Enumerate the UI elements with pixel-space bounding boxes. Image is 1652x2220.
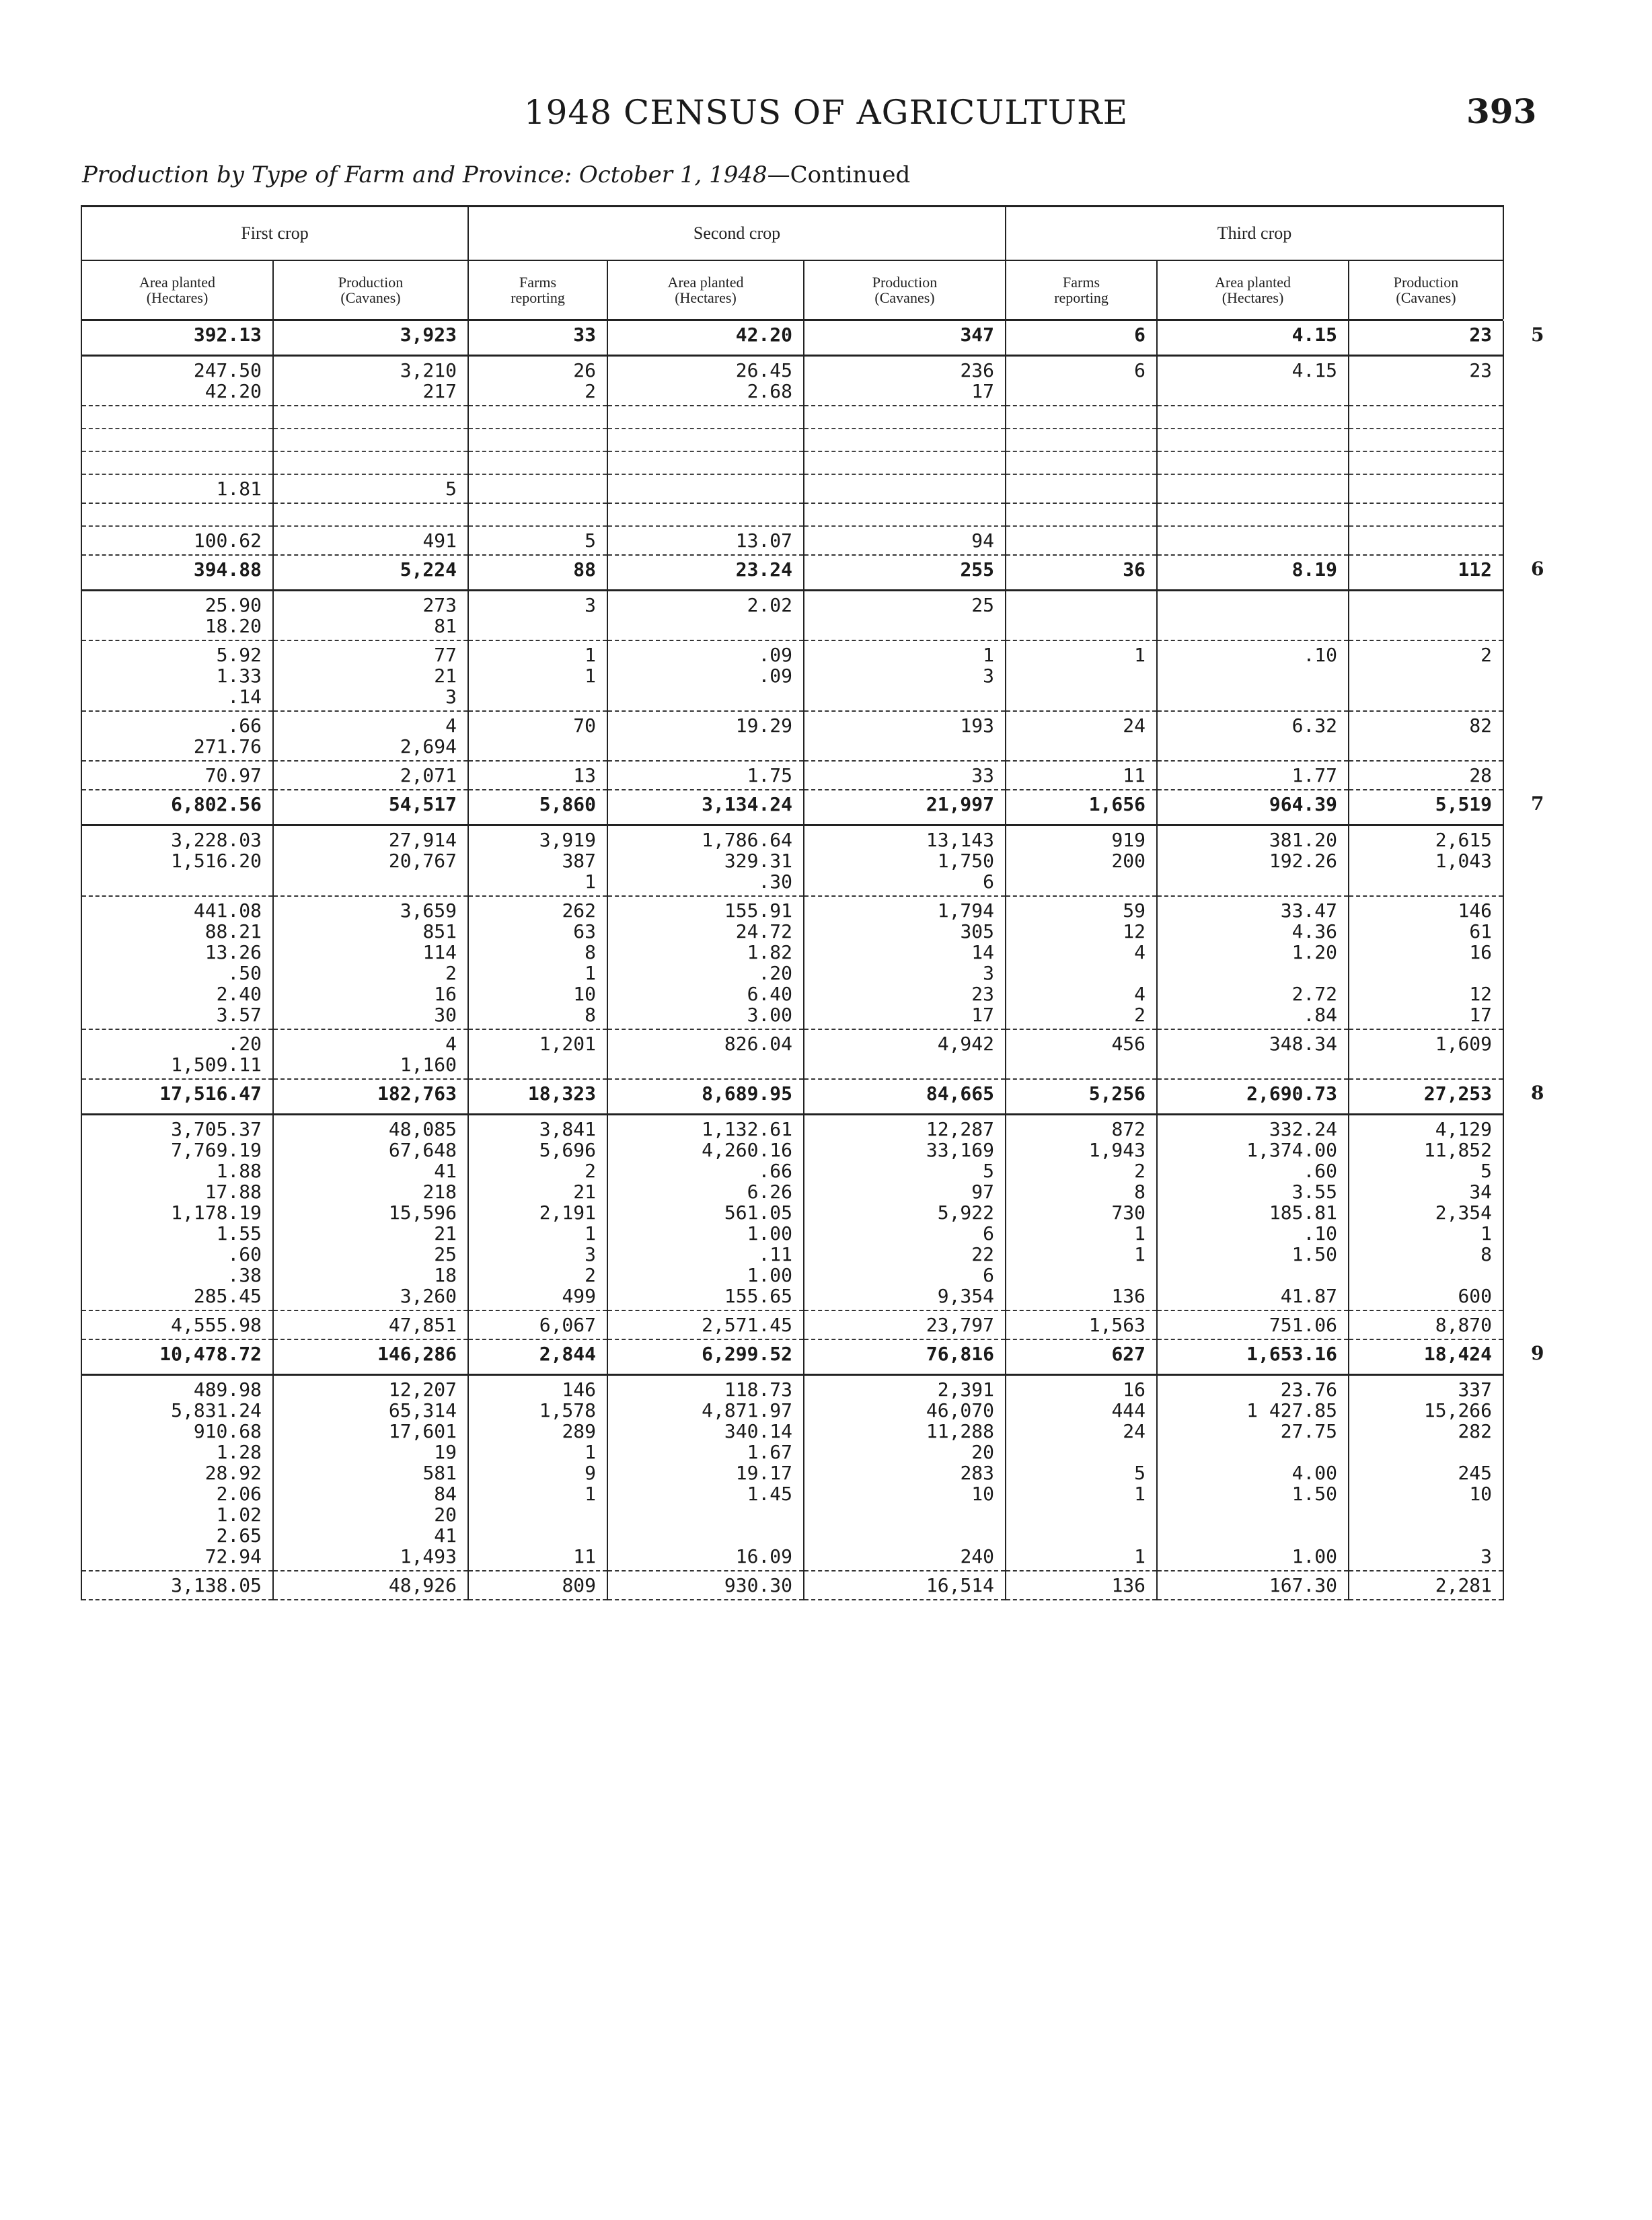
cell-third-crop-farms-reporting: 872 1,943 2 8 730 1 1 136 bbox=[1006, 1115, 1157, 1311]
cell-third-crop-farms-reporting bbox=[1006, 406, 1157, 429]
cell-second-crop-production: 255 bbox=[804, 555, 1006, 591]
cell-second-crop-area-planted bbox=[607, 474, 804, 503]
cell-first-crop-production: 3,659 851 114 2 16 30 bbox=[273, 896, 468, 1029]
cell-first-crop-production bbox=[273, 503, 468, 526]
cell-second-crop-production: 1,794 305 14 3 23 17 bbox=[804, 896, 1006, 1029]
cell-third-crop-production: 8,870 bbox=[1349, 1310, 1503, 1339]
cell-third-crop-production: 23 bbox=[1349, 320, 1503, 356]
cell-first-crop-area-planted bbox=[81, 503, 273, 526]
cell-third-crop-area-planted bbox=[1157, 526, 1349, 555]
subtotal-row bbox=[81, 711, 1503, 761]
cell-second-crop-area-planted: 155.91 24.72 1.82 .20 6.40 3.00 bbox=[607, 896, 804, 1029]
cell-first-crop-production bbox=[273, 406, 468, 429]
cell-second-crop-farms-reporting: 26 2 bbox=[468, 356, 607, 406]
cell-first-crop-area-planted: 3,138.05 bbox=[81, 1571, 273, 1600]
province-total-row: 394.88 5,224 88 23.24 255 36 8.19 112 6 bbox=[81, 555, 1503, 591]
cell-second-crop-farms-reporting: 88 bbox=[468, 555, 607, 591]
cell-first-crop-production: 273 81 bbox=[273, 591, 468, 641]
cell-first-crop-production: 5 bbox=[273, 474, 468, 503]
cell-second-crop-production: 21,997 bbox=[804, 790, 1006, 825]
cell-third-crop-farms-reporting: 11 bbox=[1006, 761, 1157, 790]
cell-first-crop-area-planted: 10,478.72 bbox=[81, 1339, 273, 1375]
cell-second-crop-farms-reporting: 2,844 bbox=[468, 1339, 607, 1375]
cell-second-crop-area-planted: 1.75 bbox=[607, 761, 804, 790]
cell-second-crop-area-planted: 930.30 bbox=[607, 1571, 804, 1600]
cell-first-crop-production: 3,210 217 bbox=[273, 356, 468, 406]
cell-third-crop-production: 82 bbox=[1349, 711, 1503, 761]
cell-first-crop-production: 2,071 bbox=[273, 761, 468, 790]
cell-first-crop-production: 47,851 bbox=[273, 1310, 468, 1339]
cell-second-crop-area-planted: 2.02 bbox=[607, 591, 804, 641]
cell-first-crop-production: 27,914 20,767 bbox=[273, 825, 468, 897]
header-group-row bbox=[81, 207, 1503, 261]
cell-second-crop-farms-reporting: 809 bbox=[468, 1571, 607, 1600]
cell-second-crop-farms-reporting: 33 bbox=[468, 320, 607, 356]
cell-first-crop-production: 4 2,694 bbox=[273, 711, 468, 761]
table-row bbox=[81, 591, 1503, 641]
cell-third-crop-area-planted: 4.15 bbox=[1157, 320, 1349, 356]
cell-second-crop-farms-reporting bbox=[468, 451, 607, 474]
cell-third-crop-production bbox=[1349, 591, 1503, 641]
cell-first-crop-area-planted: 394.88 bbox=[81, 555, 273, 591]
table-row bbox=[81, 429, 1503, 451]
table-caption bbox=[82, 161, 910, 188]
cell-third-crop-farms-reporting: 6 bbox=[1006, 320, 1157, 356]
cell-second-crop-production bbox=[804, 451, 1006, 474]
cell-first-crop-production: 54,517 bbox=[273, 790, 468, 825]
cell-second-crop-production bbox=[804, 406, 1006, 429]
cell-third-crop-production bbox=[1349, 526, 1503, 555]
cell-third-crop-area-planted: .10 bbox=[1157, 640, 1349, 711]
cell-second-crop-production: 2,391 46,070 11,288 20 283 10 240 bbox=[804, 1375, 1006, 1571]
cell-second-crop-area-planted: 1,132.61 4,260.16 .66 6.26 561.05 1.00 .11 1.00 155.65 bbox=[607, 1115, 804, 1311]
cell-second-crop-area-planted: 26.45 2.68 bbox=[607, 356, 804, 406]
cell-third-crop-production: 112 bbox=[1349, 555, 1503, 591]
cell-third-crop-farms-reporting: 1,656 bbox=[1006, 790, 1157, 825]
cell-second-crop-farms-reporting bbox=[468, 474, 607, 503]
cell-third-crop-production: 28 bbox=[1349, 761, 1503, 790]
cell-second-crop-area-planted: 2,571.45 bbox=[607, 1310, 804, 1339]
cell-second-crop-area-planted: 42.20 bbox=[607, 320, 804, 356]
page-number: 393 bbox=[1466, 91, 1537, 131]
cell-first-crop-production: 12,207 65,314 17,601 19 581 84 20 41 1,493 bbox=[273, 1375, 468, 1571]
cell-third-crop-production: 5,519 bbox=[1349, 790, 1503, 825]
column-header-third-crop-production: Production (Cavanes) bbox=[1349, 260, 1503, 320]
cell-second-crop-production: 16,514 bbox=[804, 1571, 1006, 1600]
cell-first-crop-area-planted: 3,705.37 7,769.19 1.88 17.88 1,178.19 1.55 .60 .38 285.45 bbox=[81, 1115, 273, 1311]
cell-second-crop-farms-reporting: 1,201 bbox=[468, 1029, 607, 1079]
cell-third-crop-area-planted bbox=[1157, 429, 1349, 451]
cell-first-crop-production bbox=[273, 429, 468, 451]
cell-second-crop-production: 236 17 bbox=[804, 356, 1006, 406]
cell-third-crop-farms-reporting: 59 12 4 4 2 bbox=[1006, 896, 1157, 1029]
cell-third-crop-area-planted: 332.24 1,374.00 .60 3.55 185.81 .10 1.50 41.87 bbox=[1157, 1115, 1349, 1311]
table-row bbox=[81, 640, 1503, 711]
cell-third-crop-area-planted bbox=[1157, 451, 1349, 474]
cell-second-crop-farms-reporting: 1 1 bbox=[468, 640, 607, 711]
cell-third-crop-farms-reporting: 6 bbox=[1006, 356, 1157, 406]
cell-second-crop-production: 33 bbox=[804, 761, 1006, 790]
column-header-third-crop-farms-reporting: Farms reporting bbox=[1006, 260, 1157, 320]
cell-third-crop-area-planted: 964.39 bbox=[1157, 790, 1349, 825]
cell-second-crop-area-planted: 118.73 4,871.97 340.14 1.67 19.17 1.45 16.09 bbox=[607, 1375, 804, 1571]
column-header-second-crop-area-planted: Area planted (Hectares) bbox=[607, 260, 804, 320]
cell-second-crop-farms-reporting: 146 1,578 289 1 9 1 11 bbox=[468, 1375, 607, 1571]
subtotal-row bbox=[81, 1310, 1503, 1339]
cell-third-crop-production bbox=[1349, 503, 1503, 526]
cell-third-crop-area-planted: 4.15 bbox=[1157, 356, 1349, 406]
cell-second-crop-area-planted bbox=[607, 406, 804, 429]
cell-first-crop-area-planted: 392.13 bbox=[81, 320, 273, 356]
cell-third-crop-area-planted: 6.32 bbox=[1157, 711, 1349, 761]
subtotal-row bbox=[81, 761, 1503, 790]
cell-third-crop-area-planted bbox=[1157, 474, 1349, 503]
province-total-row: 392.13 3,923 33 42.20 347 6 4.15 23 5 bbox=[81, 320, 1503, 356]
subtotal-row bbox=[81, 1029, 1503, 1079]
cell-third-crop-area-planted: 33.47 4.36 1.20 2.72 .84 bbox=[1157, 896, 1349, 1029]
cell-third-crop-production: 23 bbox=[1349, 356, 1503, 406]
cell-third-crop-production: 2,281 bbox=[1349, 1571, 1503, 1600]
cell-second-crop-farms-reporting bbox=[468, 406, 607, 429]
cell-third-crop-production bbox=[1349, 474, 1503, 503]
cell-third-crop-farms-reporting: 1,563 bbox=[1006, 1310, 1157, 1339]
header-column-row bbox=[81, 260, 1503, 320]
group-header-third-crop: Third crop bbox=[1006, 207, 1503, 261]
cell-third-crop-production bbox=[1349, 429, 1503, 451]
cell-second-crop-area-planted: 23.24 bbox=[607, 555, 804, 591]
cell-second-crop-farms-reporting: 3,841 5,696 2 21 2,191 1 3 2 499 bbox=[468, 1115, 607, 1311]
cell-first-crop-area-planted: 4,555.98 bbox=[81, 1310, 273, 1339]
cell-third-crop-production: 337 15,266 282 245 10 3 bbox=[1349, 1375, 1503, 1571]
cell-second-crop-farms-reporting: 3 bbox=[468, 591, 607, 641]
cell-first-crop-area-planted: 25.90 18.20 bbox=[81, 591, 273, 641]
cell-first-crop-area-planted: 247.50 42.20 bbox=[81, 356, 273, 406]
cell-second-crop-farms-reporting: 262 63 8 1 10 8 bbox=[468, 896, 607, 1029]
cell-third-crop-farms-reporting bbox=[1006, 451, 1157, 474]
cell-second-crop-production: 347 bbox=[804, 320, 1006, 356]
cell-third-crop-farms-reporting bbox=[1006, 429, 1157, 451]
cell-second-crop-farms-reporting: 5 bbox=[468, 526, 607, 555]
cell-second-crop-area-planted: 19.29 bbox=[607, 711, 804, 761]
cell-first-crop-production: 146,286 bbox=[273, 1339, 468, 1375]
cell-second-crop-area-planted: 3,134.24 bbox=[607, 790, 804, 825]
cell-first-crop-area-planted bbox=[81, 406, 273, 429]
cell-third-crop-farms-reporting: 16 444 24 5 1 1 bbox=[1006, 1375, 1157, 1571]
production-table bbox=[81, 205, 1544, 1600]
cell-third-crop-area-planted: 8.19 bbox=[1157, 555, 1349, 591]
cell-first-crop-area-planted: 6,802.56 bbox=[81, 790, 273, 825]
cell-first-crop-area-planted: 3,228.03 1,516.20 bbox=[81, 825, 273, 897]
cell-first-crop-area-planted: 1.81 bbox=[81, 474, 273, 503]
cell-second-crop-production: 25 bbox=[804, 591, 1006, 641]
cell-third-crop-farms-reporting: 1 bbox=[1006, 640, 1157, 711]
cell-third-crop-farms-reporting bbox=[1006, 503, 1157, 526]
province-total-row: 17,516.47 182,763 18,323 8,689.95 84,665 5,256 2,690.73 27,253 8 bbox=[81, 1079, 1503, 1115]
column-header-first-crop-area-planted: Area planted (Hectares) bbox=[81, 260, 273, 320]
column-header-first-crop-production: Production (Cavanes) bbox=[273, 260, 468, 320]
cell-third-crop-area-planted: 1.77 bbox=[1157, 761, 1349, 790]
cell-first-crop-area-planted: 70.97 bbox=[81, 761, 273, 790]
cell-third-crop-production: 2,615 1,043 bbox=[1349, 825, 1503, 897]
column-header-third-crop-area-planted: Area planted (Hectares) bbox=[1157, 260, 1349, 320]
cell-third-crop-area-planted: 167.30 bbox=[1157, 1571, 1349, 1600]
cell-second-crop-production bbox=[804, 429, 1006, 451]
cell-first-crop-area-planted bbox=[81, 429, 273, 451]
column-header-second-crop-farms-reporting: Farms reporting bbox=[468, 260, 607, 320]
cell-second-crop-farms-reporting: 70 bbox=[468, 711, 607, 761]
cell-second-crop-area-planted: 13.07 bbox=[607, 526, 804, 555]
cell-third-crop-production bbox=[1349, 451, 1503, 474]
table-caption-title: Production by Type of Farm and Province: October 1, 1948 bbox=[82, 161, 767, 188]
cell-third-crop-production: 2 bbox=[1349, 640, 1503, 711]
cell-third-crop-area-planted: 2,690.73 bbox=[1157, 1079, 1349, 1115]
cell-second-crop-production: 76,816 bbox=[804, 1339, 1006, 1375]
table-row bbox=[81, 896, 1503, 1029]
cell-first-crop-area-planted: 100.62 bbox=[81, 526, 273, 555]
cell-second-crop-area-planted: .09 .09 bbox=[607, 640, 804, 711]
cell-second-crop-production: 1 3 bbox=[804, 640, 1006, 711]
cell-second-crop-farms-reporting: 5,860 bbox=[468, 790, 607, 825]
table-row bbox=[81, 825, 1503, 897]
cell-second-crop-farms-reporting bbox=[468, 503, 607, 526]
cell-third-crop-farms-reporting: 24 bbox=[1006, 711, 1157, 761]
cell-second-crop-farms-reporting: 18,323 bbox=[468, 1079, 607, 1115]
cell-first-crop-area-planted: 5.92 1.33 .14 bbox=[81, 640, 273, 711]
cell-first-crop-production: 48,085 67,648 41 218 15,596 21 25 18 3,260 bbox=[273, 1115, 468, 1311]
cell-second-crop-production: 193 bbox=[804, 711, 1006, 761]
cell-third-crop-production bbox=[1349, 406, 1503, 429]
cell-first-crop-area-planted: 441.08 88.21 13.26 .50 2.40 3.57 bbox=[81, 896, 273, 1029]
cell-second-crop-production bbox=[804, 474, 1006, 503]
cell-first-crop-production: 5,224 bbox=[273, 555, 468, 591]
cell-second-crop-farms-reporting: 3,919 387 1 bbox=[468, 825, 607, 897]
cell-second-crop-area-planted bbox=[607, 503, 804, 526]
cell-third-crop-area-planted: 348.34 bbox=[1157, 1029, 1349, 1079]
cell-second-crop-area-planted: 1,786.64 329.31 .30 bbox=[607, 825, 804, 897]
cell-second-crop-production: 12,287 33,169 5 97 5,922 6 22 6 9,354 bbox=[804, 1115, 1006, 1311]
cell-third-crop-area-planted bbox=[1157, 591, 1349, 641]
cell-second-crop-farms-reporting: 6,067 bbox=[468, 1310, 607, 1339]
cell-third-crop-farms-reporting: 627 bbox=[1006, 1339, 1157, 1375]
cell-third-crop-farms-reporting: 5,256 bbox=[1006, 1079, 1157, 1115]
cell-third-crop-area-planted: 751.06 bbox=[1157, 1310, 1349, 1339]
cell-second-crop-production: 23,797 bbox=[804, 1310, 1006, 1339]
table-body bbox=[81, 320, 1544, 1600]
cell-third-crop-farms-reporting bbox=[1006, 526, 1157, 555]
province-total-row: 6,802.56 54,517 5,860 3,134.24 21,997 1,656 964.39 5,519 7 bbox=[81, 790, 1503, 825]
cell-third-crop-area-planted bbox=[1157, 406, 1349, 429]
cell-third-crop-area-planted: 381.20 192.26 bbox=[1157, 825, 1349, 897]
cell-first-crop-area-planted bbox=[81, 451, 273, 474]
subtotal-row bbox=[81, 526, 1503, 555]
cell-first-crop-production: 48,926 bbox=[273, 1571, 468, 1600]
column-header-second-crop-production: Production (Cavanes) bbox=[804, 260, 1006, 320]
cell-second-crop-production: 13,143 1,750 6 bbox=[804, 825, 1006, 897]
table-row bbox=[81, 406, 1503, 429]
cell-first-crop-production bbox=[273, 451, 468, 474]
cell-third-crop-farms-reporting: 36 bbox=[1006, 555, 1157, 591]
cell-first-crop-production: 4 1,160 bbox=[273, 1029, 468, 1079]
page-title: 1948 CENSUS OF AGRICULTURE bbox=[523, 93, 1129, 132]
cell-first-crop-area-planted: 489.98 5,831.24 910.68 1.28 28.92 2.06 1.02 2.65 72.94 bbox=[81, 1375, 273, 1571]
cell-third-crop-production: 4,129 11,852 5 34 2,354 1 8 600 bbox=[1349, 1115, 1503, 1311]
table-caption-continued: —Continued bbox=[767, 161, 911, 188]
table-row bbox=[81, 356, 1503, 406]
cell-third-crop-production: 146 61 16 12 17 bbox=[1349, 896, 1503, 1029]
cell-third-crop-production: 18,424 bbox=[1349, 1339, 1503, 1375]
cell-second-crop-area-planted bbox=[607, 429, 804, 451]
cell-first-crop-production: 3,923 bbox=[273, 320, 468, 356]
cell-first-crop-production: 77 21 3 bbox=[273, 640, 468, 711]
cell-first-crop-area-planted: .20 1,509.11 bbox=[81, 1029, 273, 1079]
cell-third-crop-farms-reporting: 136 bbox=[1006, 1571, 1157, 1600]
cell-third-crop-farms-reporting: 456 bbox=[1006, 1029, 1157, 1079]
province-total-row: 10,478.72 146,286 2,844 6,299.52 76,816 627 1,653.16 18,424 9 bbox=[81, 1339, 1503, 1375]
cell-second-crop-area-planted: 8,689.95 bbox=[607, 1079, 804, 1115]
cell-third-crop-production: 27,253 bbox=[1349, 1079, 1503, 1115]
cell-third-crop-farms-reporting bbox=[1006, 474, 1157, 503]
cell-third-crop-area-planted: 23.76 1 427.85 27.75 4.00 1.50 1.00 bbox=[1157, 1375, 1349, 1571]
cell-second-crop-area-planted: 6,299.52 bbox=[607, 1339, 804, 1375]
cell-first-crop-production: 182,763 bbox=[273, 1079, 468, 1115]
cell-first-crop-production: 491 bbox=[273, 526, 468, 555]
cell-second-crop-production: 94 bbox=[804, 526, 1006, 555]
subtotal-row bbox=[81, 1571, 1503, 1600]
table-row bbox=[81, 503, 1503, 526]
table-row bbox=[81, 1115, 1503, 1311]
cell-second-crop-production: 84,665 bbox=[804, 1079, 1006, 1115]
cell-second-crop-production: 4,942 bbox=[804, 1029, 1006, 1079]
group-header-second-crop: Second crop bbox=[468, 207, 1006, 261]
table-row bbox=[81, 474, 1503, 503]
cell-second-crop-farms-reporting bbox=[468, 429, 607, 451]
cell-third-crop-area-planted: 1,653.16 bbox=[1157, 1339, 1349, 1375]
table-row bbox=[81, 1375, 1503, 1571]
group-header-first-crop: First crop bbox=[81, 207, 468, 261]
cell-third-crop-area-planted bbox=[1157, 503, 1349, 526]
cell-second-crop-area-planted: 826.04 bbox=[607, 1029, 804, 1079]
cell-second-crop-area-planted bbox=[607, 451, 804, 474]
cell-first-crop-area-planted: .66 271.76 bbox=[81, 711, 273, 761]
cell-second-crop-production bbox=[804, 503, 1006, 526]
cell-third-crop-farms-reporting bbox=[1006, 591, 1157, 641]
table-row bbox=[81, 451, 1503, 474]
cell-third-crop-production: 1,609 bbox=[1349, 1029, 1503, 1079]
cell-third-crop-farms-reporting: 919 200 bbox=[1006, 825, 1157, 897]
cell-second-crop-farms-reporting: 13 bbox=[468, 761, 607, 790]
cell-first-crop-area-planted: 17,516.47 bbox=[81, 1079, 273, 1115]
